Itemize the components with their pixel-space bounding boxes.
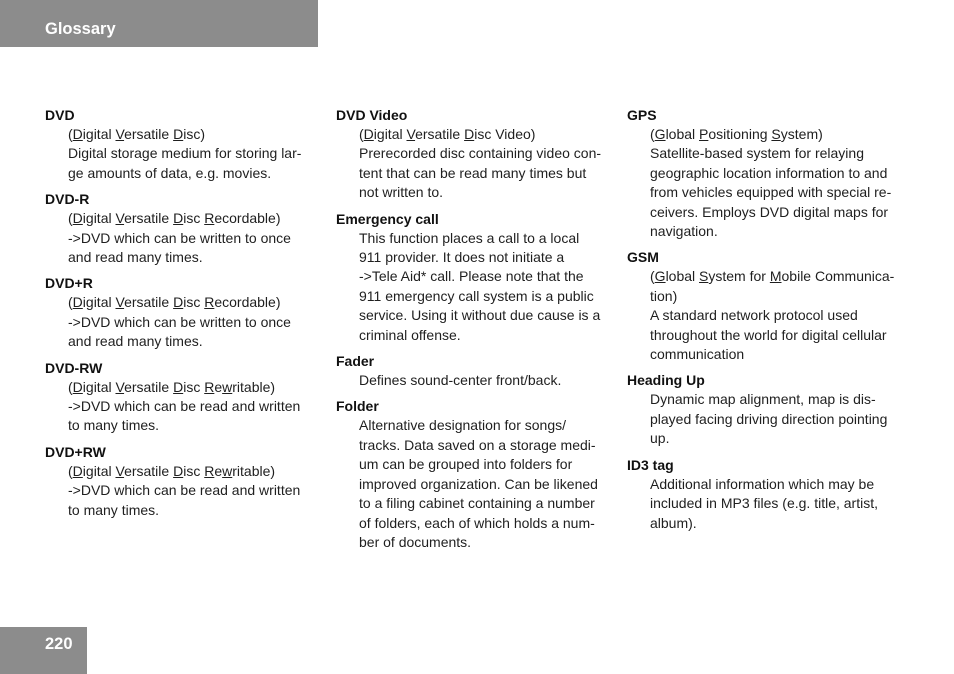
abbreviation-text: ( (68, 126, 73, 142)
glossary-column-3 (627, 106, 917, 540)
abbreviation-text: ersatile (124, 462, 174, 479)
abbreviation-letter: P (699, 126, 709, 142)
abbreviation-letter: G (654, 126, 666, 142)
definition-line: ge amounts of data, e.g. movies. (68, 164, 272, 181)
abbreviation-expansion (68, 462, 325, 481)
abbreviation-letter: V (115, 126, 125, 142)
abbreviation-text: igital (82, 126, 116, 142)
abbreviation-text: ersatile (124, 210, 174, 227)
abbreviation-letter: D (72, 462, 83, 479)
glossary-entry (45, 359, 325, 436)
definition-line: ->DVD which can be read and written (68, 398, 301, 415)
abbreviation-letter: D (173, 378, 184, 395)
definition-line: Additional information which may be (650, 475, 875, 492)
abbreviation-letter: D (173, 294, 184, 311)
glossary-term: GPS (627, 107, 657, 123)
definition-line: This function places a call to a local (359, 229, 580, 246)
abbreviation-letter: S (699, 268, 709, 285)
abbreviation-letter: R (204, 378, 215, 395)
glossary-column-2 (336, 106, 621, 559)
definition-line: criminal offense. (359, 326, 461, 343)
glossary-term: Emergency call (336, 210, 439, 227)
definition-line: geographic location information to and (650, 164, 888, 181)
definition-line: ber of documents. (359, 533, 472, 550)
definition-line: Alternative designation for songs/ (359, 417, 567, 434)
abbreviation-letter: V (115, 378, 125, 395)
definition-line: A standard network protocol used (650, 307, 858, 324)
definition-line: to a filing cabinet containing a number (359, 495, 595, 512)
glossary-entry (45, 274, 325, 351)
abbreviation-letter: D (173, 210, 184, 227)
glossary-term: Fader (336, 353, 375, 370)
abbreviation-text: obile Communica- (781, 268, 895, 285)
page-title: Glossary (45, 20, 116, 38)
abbreviation-text: igital (82, 294, 116, 311)
abbreviation-text: ( (359, 126, 364, 142)
page-number: 220 (45, 635, 73, 653)
abbreviation-letter: D (72, 210, 83, 227)
definition-line: not written to. (359, 184, 444, 201)
glossary-entry (45, 190, 325, 267)
glossary-definition (45, 125, 325, 183)
glossary-definition (627, 125, 917, 241)
abbreviation-text: ecordable) (214, 210, 281, 227)
glossary-definition (336, 125, 621, 203)
abbreviation-text: isc (183, 462, 205, 479)
definition-line: played facing driving direction pointing (650, 410, 888, 427)
glossary-definition (45, 209, 325, 267)
definition-line: tracks. Data saved on a storage medi- (359, 436, 596, 453)
abbreviation-letter: M (769, 268, 782, 285)
abbreviation-text: igital (82, 378, 116, 395)
glossary-term: DVD (45, 107, 75, 123)
abbreviation-text: ositioning (708, 126, 772, 142)
abbreviation-text: isc (183, 378, 205, 395)
glossary-entry (627, 106, 917, 241)
abbreviation-letter: V (115, 210, 125, 227)
abbreviation-letter: D (173, 462, 184, 479)
definition-line: throughout the world for digital cellular (650, 326, 887, 343)
abbreviation-text: igital (82, 462, 116, 479)
abbreviation-letter: w (222, 378, 233, 395)
abbreviation-expansion (68, 293, 325, 312)
page-number-box (0, 627, 87, 674)
abbreviation-text: igital (82, 210, 116, 227)
definition-line: Dynamic map alignment, map is dis- (650, 391, 876, 408)
abbreviation-text: ritable) (232, 462, 276, 479)
glossary-entry (627, 456, 917, 533)
abbreviation-text: isc Video) (474, 126, 536, 142)
glossary-definition (45, 462, 325, 520)
glossary-term: DVD-R (45, 191, 90, 208)
abbreviation-text: ersatile (124, 294, 174, 311)
abbreviation-letter: D (72, 294, 83, 311)
definition-line: improved organization. Can be likened (359, 475, 598, 492)
glossary-entry (336, 106, 621, 203)
glossary-definition (336, 416, 621, 552)
abbreviation-letter: G (654, 268, 666, 285)
glossary-definition (45, 293, 325, 351)
abbreviation-text: ecordable) (214, 294, 281, 311)
definition-line: of folders, each of which holds a num- (359, 514, 595, 531)
abbreviation-text: isc (183, 294, 205, 311)
abbreviation-text: ersatile (415, 126, 465, 142)
glossary-definition (627, 475, 917, 533)
abbreviation-text: e (214, 462, 223, 479)
abbreviation-text: ystem) (780, 126, 823, 142)
definition-line: included in MP3 files (e.g. title, artist, (650, 495, 878, 512)
glossary-term: Heading Up (627, 372, 705, 389)
abbreviation-text: isc) (183, 126, 205, 142)
abbreviation-text: lobal (665, 268, 700, 285)
definition-line: to many times. (68, 417, 160, 434)
glossary-entry (336, 210, 621, 345)
definition-line: 911 provider. It does not initiate a (359, 249, 565, 266)
definition-line: ->DVD which can be written to once (68, 313, 291, 330)
abbreviation-letter: R (204, 462, 215, 479)
definition-line: navigation. (650, 223, 718, 240)
header-bar (0, 0, 318, 47)
glossary-entry (627, 371, 917, 448)
glossary-term: GSM (627, 249, 659, 266)
abbreviation-letter: D (72, 126, 83, 142)
abbreviation-letter: V (406, 126, 416, 142)
definition-line: communication (650, 346, 745, 363)
glossary-definition (45, 378, 325, 436)
abbreviation-text: ( (68, 210, 73, 227)
abbreviation-letter: V (115, 294, 125, 311)
abbreviation-letter: w (222, 462, 233, 479)
abbreviation-letter: S (771, 126, 781, 142)
glossary-term: DVD-RW (45, 359, 103, 376)
glossary-definition (627, 390, 917, 448)
abbreviation-text: ystem for (708, 268, 770, 285)
definition-line: ->DVD which can be read and written (68, 482, 301, 499)
abbreviation-letter: D (464, 126, 475, 142)
definition-line: tent that can be read many times but (359, 164, 587, 181)
glossary-column-1 (45, 106, 325, 527)
abbreviation-expansion (650, 125, 917, 144)
glossary-entry (627, 248, 917, 364)
definition-line: Defines sound-center front/back. (359, 372, 562, 389)
abbreviation-text: tion) (650, 287, 678, 304)
abbreviation-text: igital (373, 126, 407, 142)
glossary-term: DVD+R (45, 275, 93, 292)
glossary-definition (336, 229, 621, 345)
abbreviation-text: ersatile (124, 126, 174, 142)
definition-line: to many times. (68, 501, 160, 518)
definition-line: Satellite-based system for relaying (650, 145, 864, 162)
definition-line: and read many times. (68, 249, 203, 266)
abbreviation-letter: R (204, 294, 215, 311)
glossary-entry (336, 397, 621, 552)
abbreviation-text: ( (650, 126, 655, 142)
definition-line: Digital storage medium for storing lar- (68, 145, 302, 162)
glossary-definition (627, 267, 917, 364)
abbreviation-letter: D (173, 126, 184, 142)
definition-line: ->Tele Aid* call. Please note that the (359, 268, 584, 285)
abbreviation-text: ( (650, 268, 655, 285)
definition-line: um can be grouped into folders for (359, 456, 573, 473)
abbreviation-text: lobal (665, 126, 700, 142)
abbreviation-text: ( (68, 462, 73, 479)
glossary-entry (45, 106, 325, 183)
abbreviation-expansion (359, 125, 621, 144)
abbreviation-text: ( (68, 294, 73, 311)
glossary-term: Folder (336, 398, 379, 415)
glossary-entry (336, 352, 621, 390)
definition-line: album). (650, 514, 697, 531)
abbreviation-expansion (68, 209, 325, 228)
abbreviation-expansion (68, 125, 325, 144)
definition-line: 911 emergency call system is a public (359, 287, 594, 304)
glossary-entry (45, 443, 325, 520)
definition-line: service. Using it without due cause is a (359, 307, 601, 324)
abbreviation-expansion (68, 378, 325, 397)
abbreviation-expansion (650, 267, 917, 306)
definition-line: Prerecorded disc containing video con- (359, 145, 602, 162)
definition-line: and read many times. (68, 333, 203, 350)
abbreviation-letter: V (115, 462, 125, 479)
glossary-term: ID3 tag (627, 456, 674, 473)
abbreviation-letter: D (72, 378, 83, 395)
abbreviation-letter: R (204, 210, 215, 227)
definition-line: from vehicles equipped with special re- (650, 184, 892, 201)
glossary-term: DVD+RW (45, 443, 106, 460)
abbreviation-text: ( (68, 378, 73, 395)
glossary-definition (336, 371, 621, 390)
abbreviation-text: e (214, 378, 223, 395)
glossary-term: DVD Video (336, 107, 408, 123)
definition-line: up. (650, 430, 670, 447)
definition-line: ->DVD which can be written to once (68, 229, 291, 246)
abbreviation-text: isc (183, 210, 205, 227)
abbreviation-text: ritable) (232, 378, 276, 395)
abbreviation-text: ersatile (124, 378, 174, 395)
definition-line: ceivers. Employs DVD digital maps for (650, 203, 889, 220)
abbreviation-letter: D (363, 126, 374, 142)
